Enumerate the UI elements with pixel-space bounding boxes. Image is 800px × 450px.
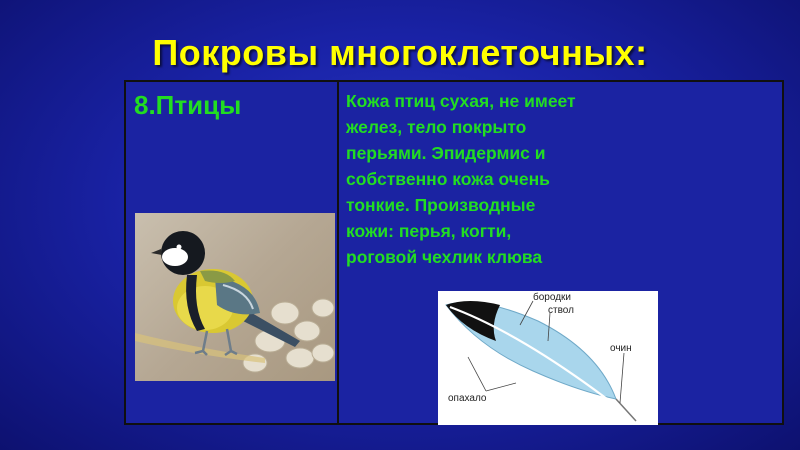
- label-quill: очин: [610, 343, 632, 354]
- feather-diagram-icon: [438, 291, 658, 425]
- label-shaft: ствол: [548, 305, 574, 316]
- column-divider: [337, 82, 339, 423]
- description-text: [346, 88, 646, 270]
- description-line: желез, тело покрыто: [346, 117, 527, 137]
- description-line: тонкие. Производные: [346, 195, 536, 215]
- bird-illustration-icon: [135, 213, 335, 381]
- description-line: перьями. Эпидермис и: [346, 143, 546, 163]
- content-table: [124, 80, 784, 425]
- slide-title: Покровы многоклеточных:: [152, 32, 648, 73]
- description-line: роговой чехлик клюва: [346, 247, 543, 267]
- bird-image: [135, 213, 335, 381]
- label-vane: опахало: [448, 393, 487, 404]
- label-barbs: бородки: [533, 292, 571, 303]
- row-label: 8.Птицы: [134, 90, 242, 120]
- description-line: собственно кожа очень: [346, 169, 550, 189]
- description-line: кожи: перья, когти,: [346, 221, 512, 241]
- description-line: Кожа птиц сухая, не имеет: [346, 91, 576, 111]
- feather-diagram: [438, 291, 658, 425]
